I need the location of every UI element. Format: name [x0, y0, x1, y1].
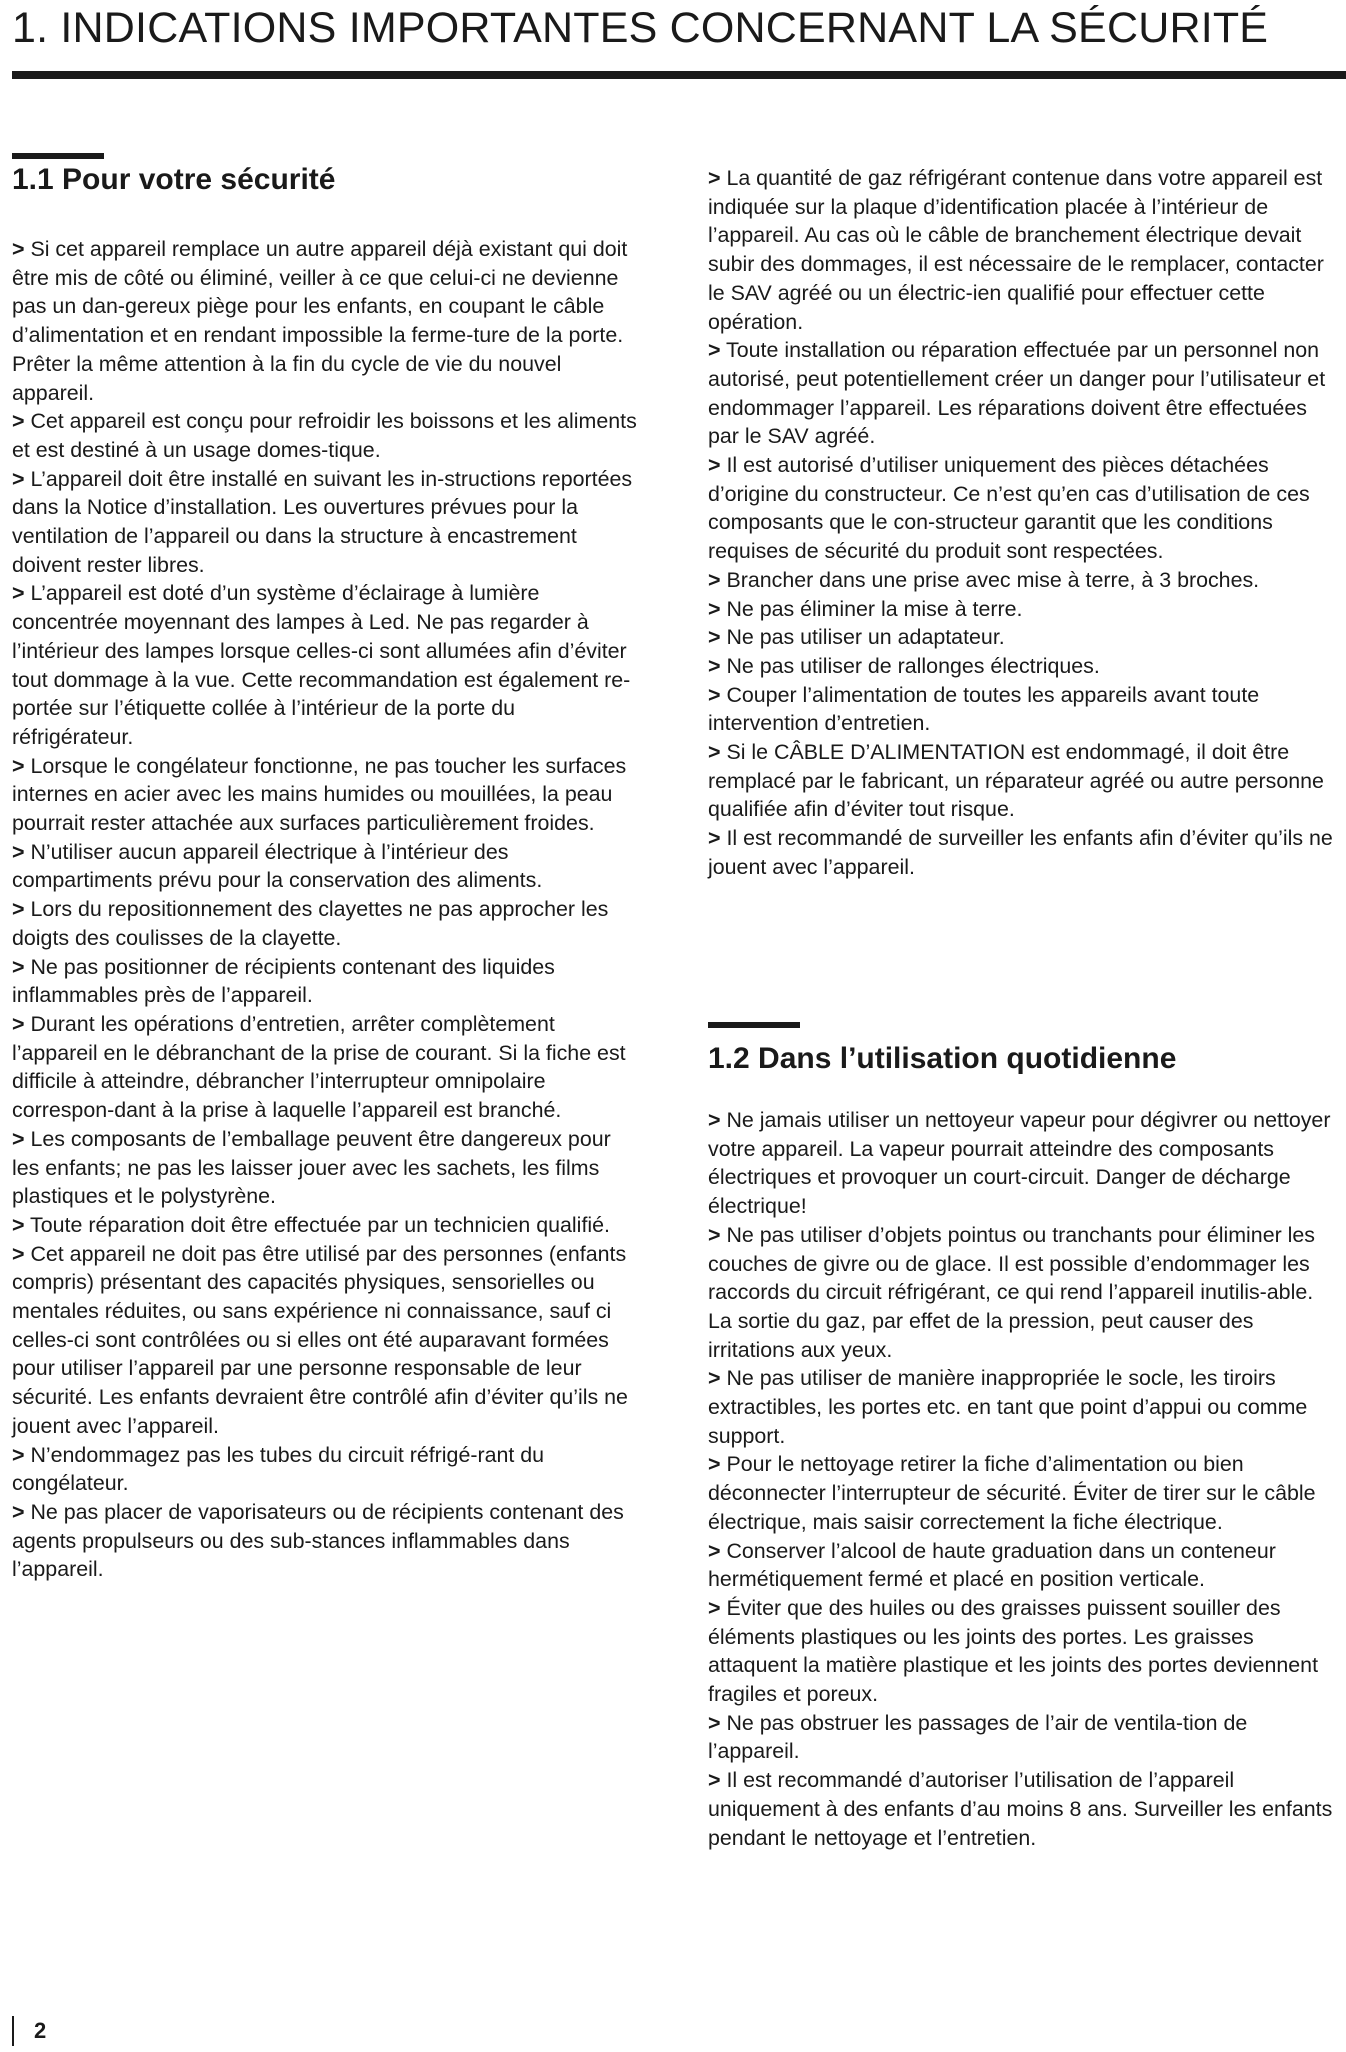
safety-paragraph: > Brancher dans une prise avec mise à terre, à 3 broches.	[708, 567, 1260, 592]
safety-paragraph: > Il est recommandé de surveiller les enfants afin d’éviter qu’ils ne jouent avec l’appareil.	[708, 826, 1333, 879]
safety-paragraph: > Ne pas placer de vaporisateurs ou de récipients contenant des agents propulseurs ou des sub-stances inflammables dans l’appareil.	[12, 1499, 624, 1582]
safety-paragraph: > Ne pas utiliser un adaptateur.	[708, 625, 1005, 650]
safety-paragraph: > Cet appareil est conçu pour refroidir les boissons et les aliments et est destiné à un usage domes-tique.	[12, 409, 637, 462]
page-number: 2	[34, 2018, 47, 2043]
title-divider	[12, 71, 1346, 79]
safety-paragraph: > Durant les opérations d’entretien, arrêter complètement l’appareil en le débranchant de la prise de courant. Si la fiche est difficile à atteindre, débrancher l’interrupteur omnipolaire correspon-dant à la prise à laquelle l’appareil est branché.	[12, 1011, 626, 1123]
left-paragraph-list	[12, 235, 640, 1584]
section-1-1-title: 1.1 Pour votre sécurité	[12, 163, 336, 196]
daily-use-paragraph: > Pour le nettoyage retirer la fiche d’alimentation ou bien déconnecter l’interrupteur de sécurité. Éviter de tirer sur le câble électrique, mais saisir correctement la fiche électrique.	[708, 1452, 1316, 1534]
section-1-2-title: 1.2 Dans l’utilisation quotidienne	[708, 1042, 1177, 1075]
right-paragraph-list-top	[708, 164, 1338, 882]
daily-use-paragraph: > Ne pas obstruer les passages de l’air de ventila-tion de l’appareil.	[708, 1710, 1248, 1764]
page-title: 1. INDICATIONS IMPORTANTES CONCERNANT LA SÉCURITÉ	[12, 4, 1269, 52]
safety-paragraph: > Il est autorisé d’utiliser uniquement des pièces détachées d’origine du constructeur. Ce n’est qu’en cas d’utilisation de ces composants que le con-structeur garantit que les conditions requises de sécurité du produit sont respectées.	[708, 453, 1310, 564]
safety-paragraph: > Toute installation ou réparation effectuée par un personnel non autorisé, peut potentiellement créer un danger pour l’utilisateur et endommager l’appareil. Les réparations doivent être effectuées par le SAV agréé.	[708, 338, 1326, 449]
daily-use-paragraph: > Éviter que des huiles ou des graisses puissent souiller des éléments plastiques ou les joints des portes. Les graisses attaquent la matière plastique et les joints des portes deviennent fragiles et poreux.	[708, 1595, 1319, 1707]
daily-use-paragraph: > Conserver l’alcool de haute graduation dans un conteneur hermétiquement fermé et placé en position verticale.	[708, 1538, 1276, 1592]
safety-paragraph: > Ne pas positionner de récipients contenant des liquides inflammables près de l’appareil.	[12, 954, 555, 1008]
safety-paragraph: > Si cet appareil remplace un autre appareil déjà existant qui doit être mis de côté ou éliminé, veiller à ce que celui-ci ne devienne pas un dan-gereux piège pour les enfants, en coupant le câble d’alimentation et en rendant impossible la ferme-ture de la porte. Prêter la même attention à la fin du cycle de vie du nouvel appareil.	[12, 237, 628, 405]
safety-paragraph: > Si le CÂBLE D’ALIMENTATION est endommagé, il doit être remplacé par le fabricant, un réparateur agréé ou autre personne qualifiée afin d’éviter tout risque.	[708, 740, 1324, 822]
safety-paragraph: > Les composants de l’emballage peuvent être dangereux pour les enfants; ne pas les laisser jouer avec les sachets, les films plastiques et le polystyrène.	[12, 1126, 611, 1209]
safety-paragraph: > Toute réparation doit être effectuée par un technicien qualifié.	[12, 1212, 610, 1237]
safety-paragraph: > La quantité de gaz réfrigérant contenue dans votre appareil est indiquée sur la plaque d’identification placée à l’intérieur de l’appareil. Au cas où le câble de branchement électrique devait subir des dommages, il est nécessaire de le remplacer, contacter le SAV agréé ou un électric-ien qualifié pour effectuer cette opération.	[708, 166, 1324, 334]
page-number-divider	[12, 2016, 14, 2046]
safety-paragraph: > N’endommagez pas les tubes du circuit réfrigé-rant du congélateur.	[12, 1442, 545, 1496]
safety-paragraph: > Couper l’alimentation de toutes les appareils avant toute intervention d’entretien.	[708, 682, 1260, 736]
safety-paragraph: > Lorsque le congélateur fonctionne, ne pas toucher les surfaces internes en acier avec les mains humides ou mouillées, la peau pourrait rester attachée aux surfaces particulièrement froides.	[12, 753, 627, 836]
daily-use-paragraph: > Ne jamais utiliser un nettoyeur vapeur pour dégivrer ou nettoyer votre appareil. La vapeur pourrait atteindre des composants électriques et provoquer un court-circuit. Danger de décharge électrique!	[708, 1108, 1331, 1219]
safety-paragraph: > Ne pas utiliser de rallonges électriques.	[708, 653, 1100, 678]
safety-paragraph: > Lors du repositionnement des clayettes ne pas approcher les doigts des coulisses de la clayette.	[12, 897, 609, 950]
section-1-1-bar	[12, 153, 104, 159]
safety-paragraph: > N’utiliser aucun appareil électrique à l’intérieur des compartiments prévu pour la conservation des aliments.	[12, 839, 543, 893]
safety-paragraph: > L’appareil doit être installé en suivant les in-structions reportées dans la Notice d’installation. Les ouvertures prévues pour la ventilation de l’appareil ou dans la structure à encastrement doivent rester libres.	[12, 466, 633, 577]
daily-use-paragraph: > Ne pas utiliser de manière inappropriée le socle, les tiroirs extractibles, les portes etc. en tant que point d’appui ou comme support.	[708, 1366, 1308, 1448]
section-1-2-bar	[708, 1022, 800, 1028]
safety-paragraph: > Cet appareil ne doit pas être utilisé par des personnes (enfants compris) présentant des capacités physiques, sensorielles ou mentales réduites, ou sans expérience ni connaissance, sauf ci celles-ci sont contrôlées ou si elles ont été auparavant formées pour utiliser l’appareil par une personne responsable de leur sécurité. Les enfants devraient être contrôlé afin d’éviter qu’ils ne jouent avec l’appareil.	[12, 1241, 628, 1438]
safety-paragraph: > L’appareil est doté d’un système d’éclairage à lumière concentrée moyennant des lampes à Led. Ne pas regarder à l’intérieur des lampes lorsque celles-ci sont allumées afin d’éviter tout dommage à la vue. Cette recommandation est également re-portée sur l’étiquette collée à l’intérieur de la porte du réfrigérateur.	[12, 581, 631, 749]
right-paragraph-list-bottom	[708, 1106, 1338, 1852]
safety-paragraph: > Ne pas éliminer la mise à terre.	[708, 596, 1023, 621]
daily-use-paragraph: > Ne pas utiliser d’objets pointus ou tranchants pour éliminer les couches de givre ou de glace. Il est possible d’endommager les raccords du circuit réfrigérant, ce qui rend l’appareil inutilis-able. La sortie du gaz, par effet de la pression, peut causer des irritations aux yeux.	[708, 1222, 1315, 1362]
daily-use-paragraph: > Il est recommandé d’autoriser l’utilisation de l’appareil uniquement à des enfants d’au moins 8 ans. Surveiller les enfants pendant le nettoyage et l’entretien.	[708, 1768, 1333, 1850]
